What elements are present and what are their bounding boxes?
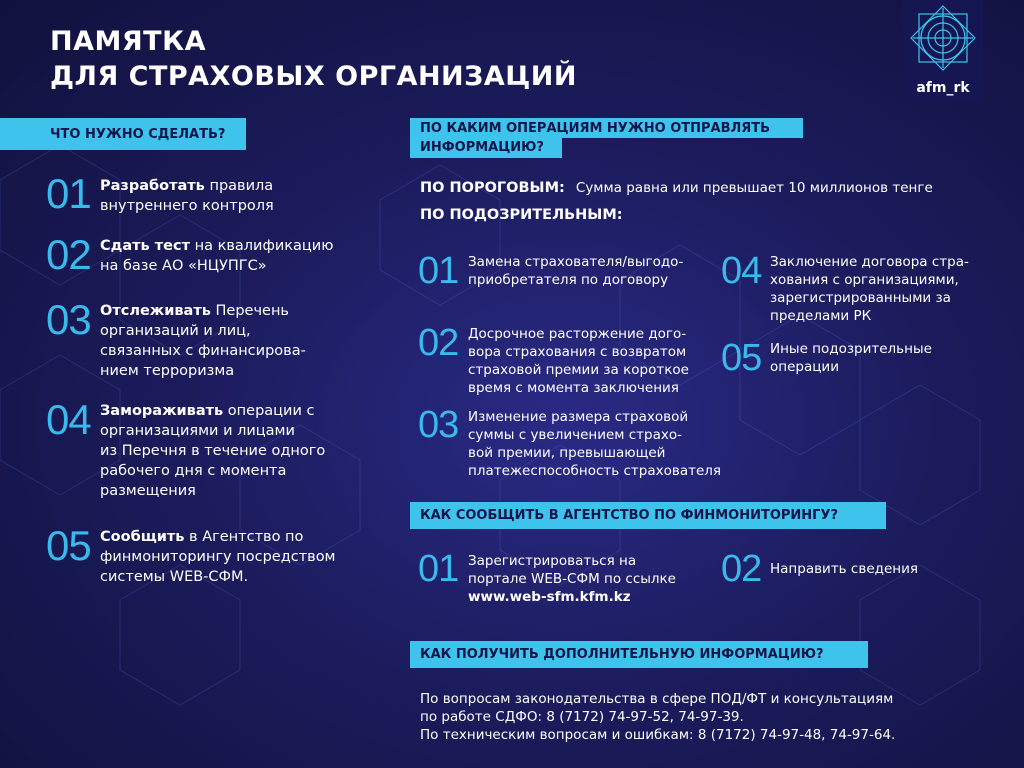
report-step-text: Зарегистрироваться на портале WEB-СФМ по ссылке www.web-sfm.kfm.kz [468, 553, 676, 605]
step-bold: Замораживать [100, 403, 224, 419]
step-text: Сообщить в Агентство по финмониторингу посредством системы WEB-СФМ. [100, 529, 336, 585]
operation-number: 04 [721, 250, 762, 292]
operation-text: Досрочное расторжение дого- вора страхования с возвратом страховой премии за короткое время с момента заключения [468, 326, 689, 396]
operations-header-line-2: ИНФОРМАЦИЮ? [420, 140, 544, 155]
threshold-text: Сумма равна или превышает 10 миллионов тенге [575, 180, 933, 196]
logo-text: afm_rk [916, 80, 970, 96]
step-number: 05 [46, 522, 91, 569]
info-header [410, 641, 868, 668]
operation-text: Замена страхователя/выгодо- приобретателя по договору [468, 254, 684, 288]
step-bold: Отслеживать [100, 303, 211, 319]
operation-number: 02 [418, 322, 459, 364]
contact-info [420, 690, 1010, 744]
operation-number: 05 [721, 337, 762, 379]
report-header [410, 502, 886, 529]
step-bold: Разработать [100, 178, 205, 194]
step-number: 03 [46, 296, 91, 343]
contact-line: По вопросам законодательства в сфере ПОД/ФТ и консультациям [420, 691, 894, 707]
what-to-do-header [0, 118, 246, 150]
operation-text: Изменение размера страховой суммы с увеличением страхо- вой премии, превышающей платежеспособность страхователя [468, 409, 722, 479]
step-number: 02 [46, 231, 91, 278]
operation-text: Иные подозрительные операции [770, 341, 932, 375]
title-line-2: ДЛЯ СТРАХОВЫХ ОРГАНИЗАЦИЙ [50, 61, 577, 92]
report-step-text: Направить сведения [770, 561, 918, 577]
page-title [50, 24, 577, 94]
threshold-label: ПО ПОРОГОВЫМ: [420, 180, 565, 196]
report-step-number: 01 [418, 548, 459, 590]
suspicious-label: ПО ПОДОЗРИТЕЛЬНЫМ: [420, 207, 623, 223]
operations-header-line-1: ПО КАКИМ ОПЕРАЦИЯМ НУЖНО ОТПРАВЛЯТЬ [420, 121, 771, 136]
contact-line: По техническим вопросам и ошибкам: 8 (7172) 74-97-48, 74-97-64. [420, 727, 896, 743]
afm-logo [903, 0, 983, 102]
step-number: 01 [46, 170, 91, 217]
step-number: 04 [46, 396, 91, 443]
step-text: Отслеживать Перечень организаций и лиц, связанных с финансирова- нием терроризма [100, 303, 306, 379]
step-text: Замораживать операции с организациями и лицами из Перечня в течение одного рабочего дня с момента размещения [100, 403, 326, 499]
operation-text: Заключение договора стра- хования с организациями, зарегистрированными за пределами РК [770, 254, 969, 324]
operations-header-tail [410, 138, 562, 158]
contact-line: по работе СДФО: 8 (7172) 74-97-52, 74-97-39. [420, 709, 744, 725]
step-text: Разработать правила внутреннего контроля [100, 178, 274, 214]
report-step-number: 02 [721, 548, 762, 590]
title-line-1: ПАМЯТКА [50, 26, 207, 57]
operation-number: 01 [418, 250, 459, 292]
report-header-text: КАК СООБЩИТЬ В АГЕНТСТВО ПО ФИНМОНИТОРИНГУ? [420, 508, 839, 523]
step-text: Сдать тест на квалификацию на базе АО «НЦУПГС» [100, 238, 334, 274]
info-header-text: КАК ПОЛУЧИТЬ ДОПОЛНИТЕЛЬНУЮ ИНФОРМАЦИЮ? [420, 647, 824, 662]
step-bold: Сдать тест [100, 238, 190, 254]
web-sfm-link[interactable]: www.web-sfm.kfm.kz [468, 589, 631, 605]
operations-header [410, 118, 803, 138]
what-to-do-header-text: ЧТО НУЖНО СДЕЛАТЬ? [50, 127, 226, 142]
step-bold: Сообщить [100, 529, 185, 545]
operation-number: 03 [418, 404, 459, 446]
threshold-row [420, 177, 933, 196]
afm-emblem-icon [909, 4, 977, 72]
